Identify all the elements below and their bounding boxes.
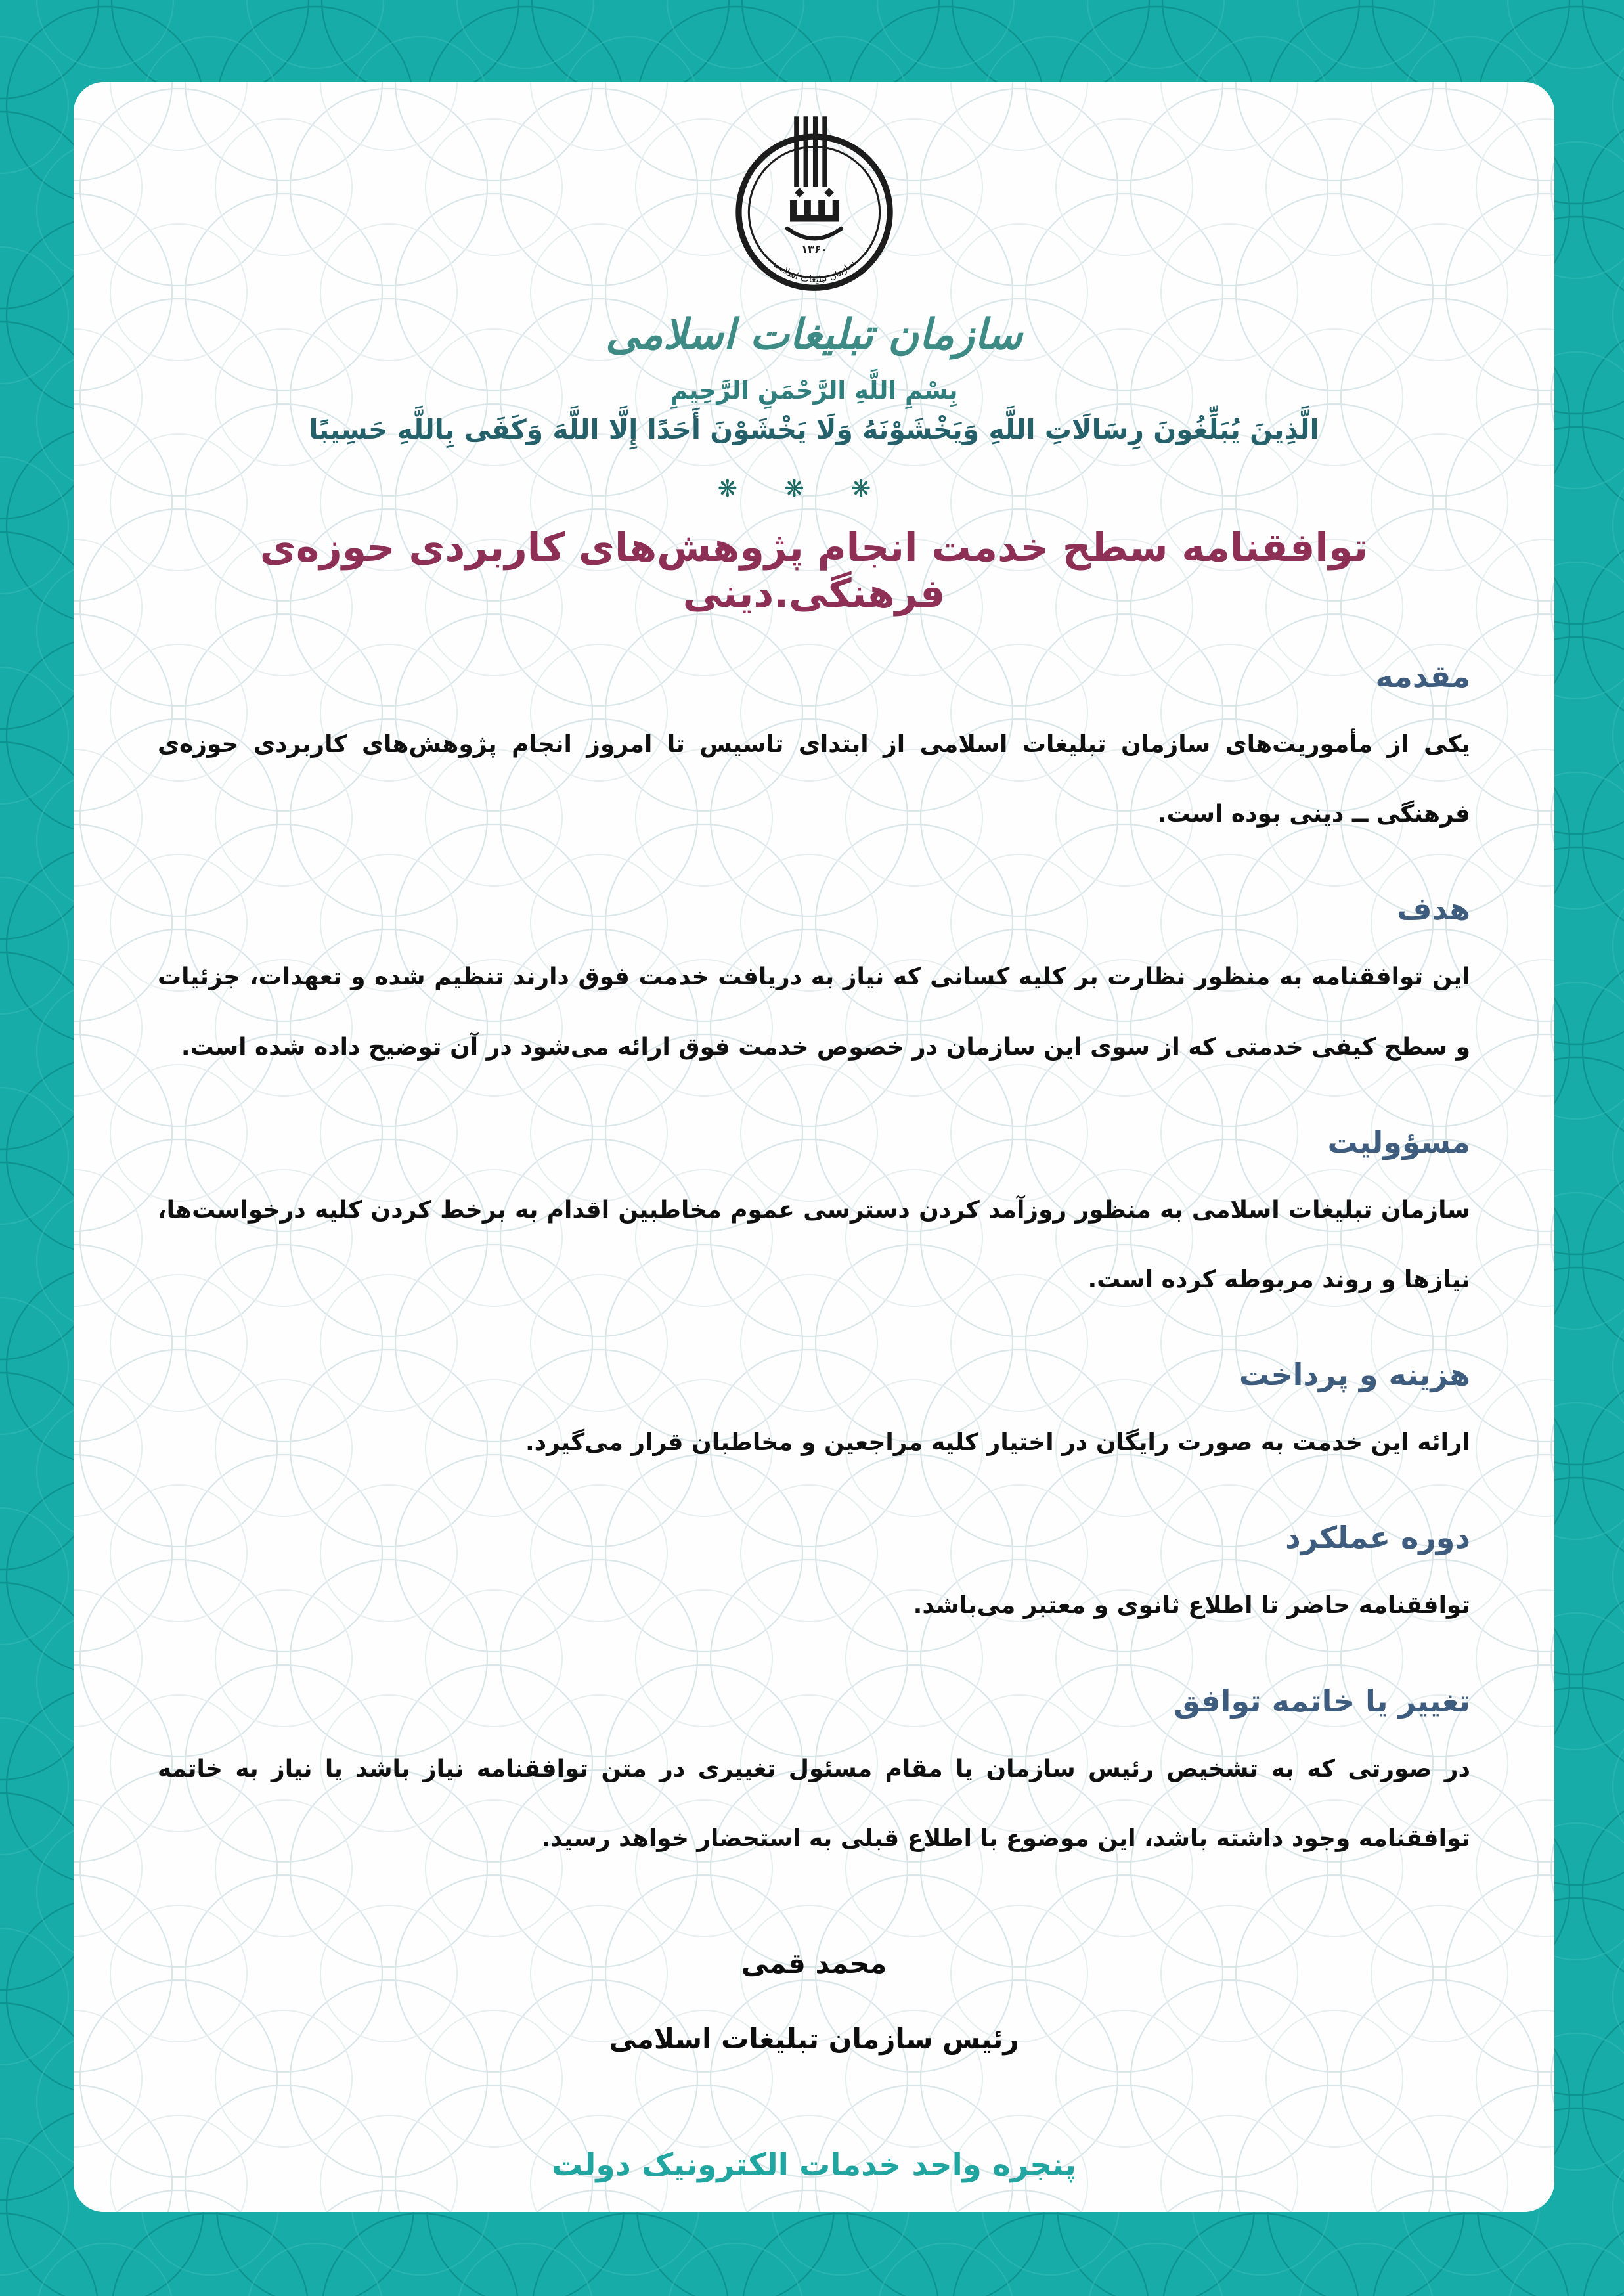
section-heading-hazine-pardakht: هزینه و پرداخت <box>1239 1357 1470 1393</box>
emblem-seal-icon <box>726 110 902 307</box>
signature-block <box>158 1947 1470 2055</box>
section-body-hazine-pardakht: ارائه این خدمت به صورت رایگان در اختیار کلیه مراجعین و مخاطبان قرار می‌گیرد. <box>525 1429 1470 1457</box>
ornament-separator: ❋ ❋ ❋ <box>717 475 891 502</box>
organization-emblem <box>158 82 1470 359</box>
section-heading-masouliat: مسؤولیت <box>1327 1124 1470 1160</box>
calligraphy-bowl-stroke <box>787 229 841 238</box>
quran-verse-line: الَّذِينَ يُبَلِّغُونَ رِسَالَاتِ اللَّهِ وَيَخْشَوْنَهُ وَلَا يَخْشَوْنَ أَحَدًا إِلَّا اللَّهَ وَكَفَى بِاللَّهِ حَسِيبًا <box>309 414 1319 445</box>
section-heading-taghir-khateme: تغییر یا خاتمه توافق <box>1174 1683 1470 1719</box>
bismillah-line: بِسْمِ اللَّهِ الرَّحْمَنِ الرَّحِيمِ <box>670 376 958 405</box>
section-body-masouliat: سازمان تبلیغات اسلامی به منظور روزآمد کردن دسترسی عموم مخاطبین اقدام به برخط کردن کلیه درخواست‌ها، نیازها و روند مربوطه کرده است. <box>158 1196 1470 1293</box>
section-body-moghaddame: یکی از مأموریت‌های سازمان تبلیغات اسلامی از ابتدای تاسیس تا امروز انجام پژوهش‌های کاربردی حوزه‌ی فرهنگی ــ دینی بوده است. <box>158 731 1470 828</box>
document-content <box>74 82 1554 2212</box>
section-heading-moghaddame: مقدمه <box>1375 659 1470 694</box>
emblem-year: ۱۳۶۰ <box>801 242 827 255</box>
section-heading-dore-amalkard: دوره عملکرد <box>1285 1520 1470 1556</box>
section-body-dore-amalkard: توافقنامه حاضر تا اطلاع ثانوی و معتبر می‌باشد. <box>913 1592 1470 1620</box>
signatory-name: محمد قمی <box>741 1947 887 1979</box>
kufic-allah-motif <box>790 116 839 221</box>
footer-service-window-label: پنجره واحد خدمات الکترونیک دولت <box>552 2147 1076 2183</box>
section-body-taghir-khateme: در صورتی که به تشخیص رئیس سازمان یا مقام مسئول تغییری در متن توافقنامه نیاز باشد یا نیاز به خاتمه توافقنامه وجود داشته باشد، این موضوع با اطلاع قبلی به استحضار خواهد رسید. <box>158 1755 1470 1852</box>
document-card <box>74 82 1554 2212</box>
section-heading-hadaf: هدف <box>1397 891 1470 927</box>
document-title: توافقنامه سطح خدمت انجام پژوهش‌های کاربردی حوزه‌ی فرهنگی.دینی <box>259 525 1369 617</box>
signatory-role: رئیس سازمان تبلیغات اسلامی <box>609 2022 1019 2055</box>
emblem-ring-text: سازمان تبلیغات اسلامی <box>770 257 858 286</box>
section-body-hadaf: این توافقنامه به منظور نظارت بر کلیه کسانی که نیاز به دریافت خدمت فوق دارند تنظیم شده و تعهدات، جزئیات و سطح کیفی خدمتی که از سوی این سازمان در خصوص خدمت فوق ارائه می‌شود در آن توضیح داده شده است. <box>158 963 1470 1061</box>
organization-wordmark: سازمان تبلیغات اسلامی <box>605 311 1022 359</box>
